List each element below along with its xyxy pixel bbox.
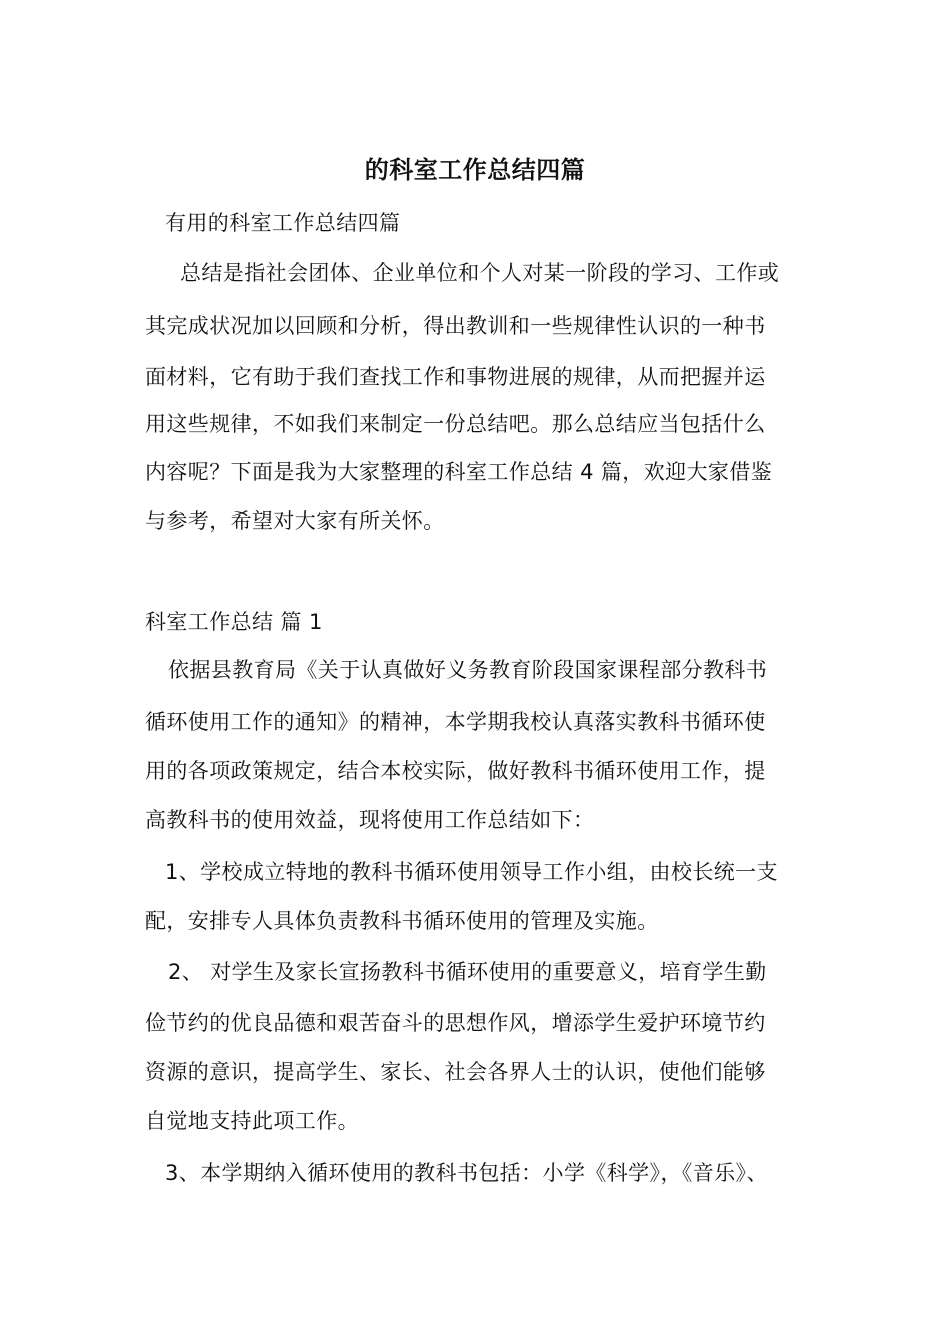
- body-line: 俭节约的优良品德和艰苦奋斗的思想作风，增添学生爱护环境节约: [145, 1011, 766, 1035]
- document-title: 的科室工作总结四篇: [364, 156, 586, 184]
- document-subtitle: 有用的科室工作总结四篇: [165, 211, 401, 235]
- body-line: 依据县教育局《关于认真做好义务教育阶段国家课程部分教科书: [168, 658, 768, 682]
- body-line: 高教科书的使用效益，现将使用工作总结如下：: [145, 808, 595, 832]
- intro-line: 与参考，希望对大家有所关怀。: [145, 509, 445, 533]
- body-line: 资源的意识，提高学生、家长、社会各界人士的认识，使他们能够: [145, 1060, 766, 1084]
- intro-line: 面材料，它有助于我们查找工作和事物进展的规律，从而把握并运: [145, 365, 766, 389]
- body-line: 3、本学期纳入循环使用的教科书包括：小学《科学》，《音乐》、: [165, 1161, 768, 1185]
- intro-line: 其完成状况加以回顾和分析，得出教训和一些规律性认识的一种书: [145, 314, 766, 338]
- section-heading: 科室工作总结 篇 1: [145, 610, 323, 634]
- intro-line: 内容呢？下面是我为大家整理的科室工作总结 4 篇，欢迎大家借鉴: [145, 460, 773, 484]
- body-line: 循环使用工作的通知》的精神，本学期我校认真落实教科书循环使: [145, 710, 766, 734]
- body-line: 1、学校成立特地的教科书循环使用领导工作小组，由校长统一支: [165, 860, 778, 884]
- body-line: 用的各项政策规定，结合本校实际，做好教科书循环使用工作，提: [145, 759, 766, 783]
- body-line: 2、 对学生及家长宣扬教科书循环使用的重要意义，培育学生勤: [168, 960, 767, 984]
- intro-line: 用这些规律，不如我们来制定一份总结吧。那么总结应当包括什么: [145, 412, 766, 436]
- body-line: 配，安排专人具体负责教科书循环使用的管理及实施。: [145, 909, 659, 933]
- intro-line: 总结是指社会团体、企业单位和个人对某一阶段的学习、工作或: [180, 261, 780, 285]
- body-line: 自觉地支持此项工作。: [145, 1109, 359, 1133]
